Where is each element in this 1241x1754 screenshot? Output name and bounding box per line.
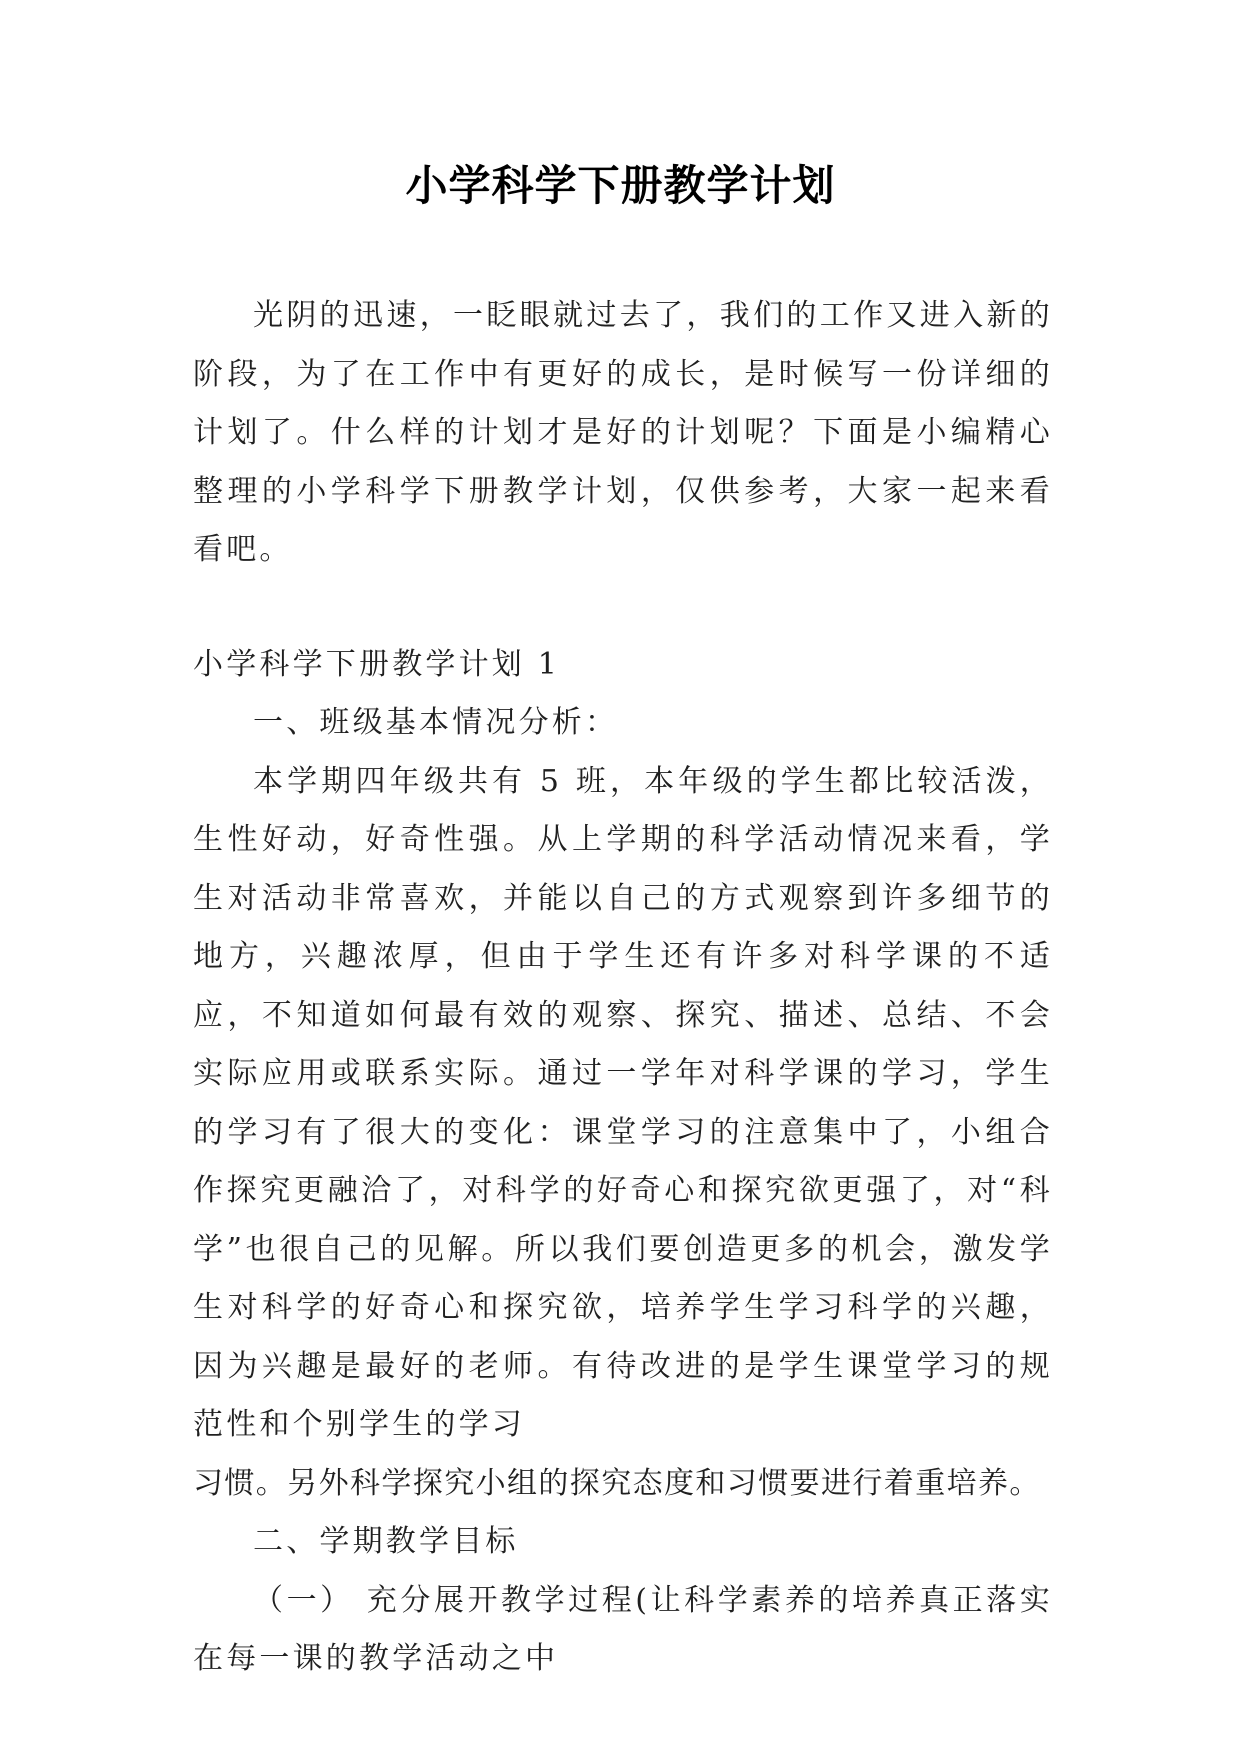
section-title: 小学科学下册教学计划 1 <box>193 646 561 682</box>
document-title: 小学科学下册教学计划 <box>405 161 836 210</box>
part1-heading: 一、班级基本情况分析： <box>253 705 619 740</box>
part2-item-1: （一） 充分展开教学过程(让科学素养的培养真正落实在每一课的教学活动之中 <box>193 1582 1053 1676</box>
document-body <box>193 287 1053 1689</box>
part1-paragraph-last-line: 习惯。另外科学探究小组的探究态度和习惯要进行着重培养。 <box>193 1465 1041 1501</box>
part2-heading: 二、学期教学目标 <box>253 1524 519 1559</box>
part1-paragraph: 本学期四年级共有 5 班，本年级的学生都比较活泼，生性好动，好奇性强。从上学期的科学活动情况来看，学生对活动非常喜欢，并能以自己的方式观察到许多细节的地方，兴趣浓厚，但由于学生还有许多对科学课的不适应，不知道如何最有效的观察、探究、描述、总结、不会实际应用或联系实际。通过一学年对科学课的学习，学生的学习有了很大的变化：课堂学习的注意集中了，小组合作探究更融洽了，对科学的好奇心和探究欲更强了，对“科学”也很自己的见解。所以我们要创造更多的机会，激发学生对科学的好奇心和探究欲，培养学生学习科学的兴趣，因为兴趣是最好的老师。有待改进的是学生课堂学习的规范性和个别学生的学习 <box>193 763 1053 1442</box>
intro-paragraph: 光阴的迅速，一眨眼就过去了，我们的工作又进入新的阶段，为了在工作中有更好的成长，是时候写一份详细的计划了。什么样的计划才是好的计划呢？下面是小编精心整理的小学科学下册教学计划，仅供参考，大家一起来看看吧。 <box>193 298 1053 567</box>
